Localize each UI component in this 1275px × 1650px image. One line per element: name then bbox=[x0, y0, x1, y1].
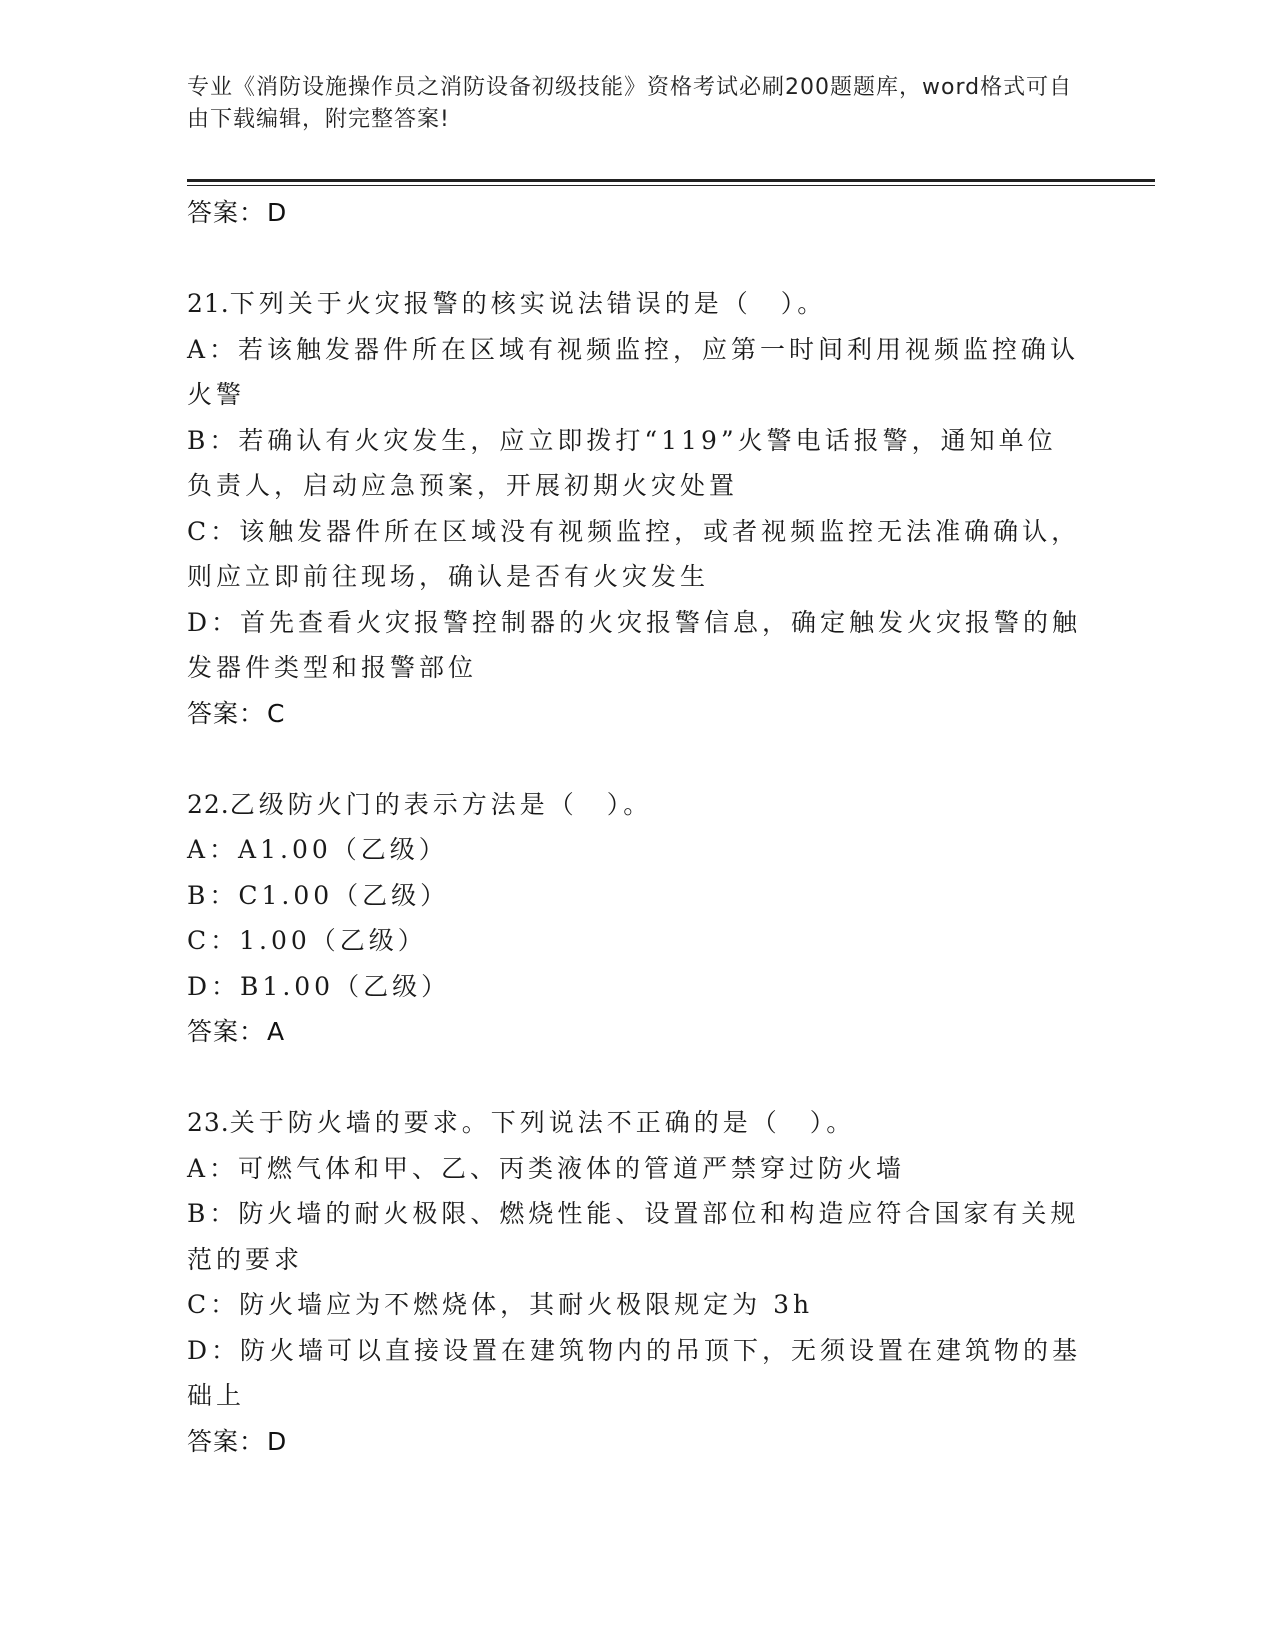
question-number: 22. bbox=[187, 789, 230, 819]
option-a: A：A1.00（乙级） bbox=[187, 835, 448, 864]
option-b: B：防火墙的耐火极限、燃烧性能、设置部位和构造应符合国家有关规 bbox=[187, 1199, 1080, 1228]
option-b-cont: 负责人，启动应急预案，开展初期火灾处置 bbox=[187, 471, 739, 500]
question-text: 乙级防火门的表示方法是（ ）。 bbox=[229, 789, 653, 819]
question-text: 关于防火墙的要求。下列说法不正确的是（ ）。 bbox=[229, 1108, 856, 1137]
page-header: 专业《消防设施操作员之消防设备初级技能》资格考试必刷200题题库，word格式可自由下载编辑，附完整答案! bbox=[187, 75, 1073, 132]
answer-line bbox=[187, 1009, 1087, 1054]
question-stem bbox=[187, 281, 1087, 327]
document-body bbox=[187, 190, 1087, 1464]
question-stem bbox=[187, 782, 1087, 828]
answer-label: 答案： bbox=[187, 698, 266, 728]
option-b: B：若确认有火灾发生，应立即拨打“119”火警电话报警，通知单位 bbox=[187, 425, 1057, 455]
question-22 bbox=[187, 782, 1087, 1055]
option-b-cont: 范的要求 bbox=[187, 1244, 304, 1274]
option-a-cont: 火警 bbox=[187, 380, 246, 409]
question-number: 23. bbox=[187, 1108, 230, 1137]
option-d-cont: 础上 bbox=[187, 1381, 246, 1410]
answer-label: 答案： bbox=[187, 1017, 266, 1046]
answer-value: A bbox=[267, 1017, 286, 1046]
answer-label: 答案： bbox=[187, 1426, 266, 1456]
option-c: C：该触发器件所在区域没有视频监控，或者视频监控无法准确确认， bbox=[187, 516, 1081, 546]
option-c: C：1.00（乙级） bbox=[187, 926, 427, 955]
answer-line bbox=[187, 1419, 1087, 1464]
question-number: 21. bbox=[187, 289, 230, 318]
option-a: A：可燃气体和甲、乙、丙类液体的管道严禁穿过防火墙 bbox=[187, 1153, 906, 1183]
option-d: D：防火墙可以直接设置在建筑物内的吊顶下，无须设置在建筑物的基 bbox=[187, 1335, 1082, 1365]
answer-value: D bbox=[267, 198, 288, 227]
option-d-cont: 发器件类型和报警部位 bbox=[187, 653, 478, 682]
answer-line bbox=[187, 190, 1087, 235]
option-a: A：若该触发器件所在区域有视频监控，应第一时间利用视频监控确认 bbox=[187, 334, 1080, 364]
option-b: B：C1.00（乙级） bbox=[187, 880, 450, 910]
question-stem bbox=[187, 1100, 1087, 1146]
answer-value: D bbox=[267, 1426, 288, 1456]
question-text: 下列关于火灾报警的核实说法错误的是（ ）。 bbox=[229, 289, 827, 318]
question-21 bbox=[187, 281, 1087, 736]
header-rule-thin bbox=[187, 185, 1155, 186]
option-c: C：防火墙应为不燃烧体，其耐火极限规定为 3h bbox=[187, 1290, 814, 1319]
option-d: D：B1.00（乙级） bbox=[187, 971, 451, 1001]
option-d: D：首先查看火灾报警控制器的火灾报警信息，确定触发火灾报警的触 bbox=[187, 607, 1082, 637]
answer-label: 答案： bbox=[187, 198, 266, 227]
answer-line bbox=[187, 691, 1087, 736]
answer-value: C bbox=[267, 698, 286, 728]
header-rule bbox=[187, 179, 1155, 182]
option-c-cont: 则应立即前往现场，确认是否有火灾发生 bbox=[187, 562, 710, 591]
question-23 bbox=[187, 1100, 1087, 1464]
